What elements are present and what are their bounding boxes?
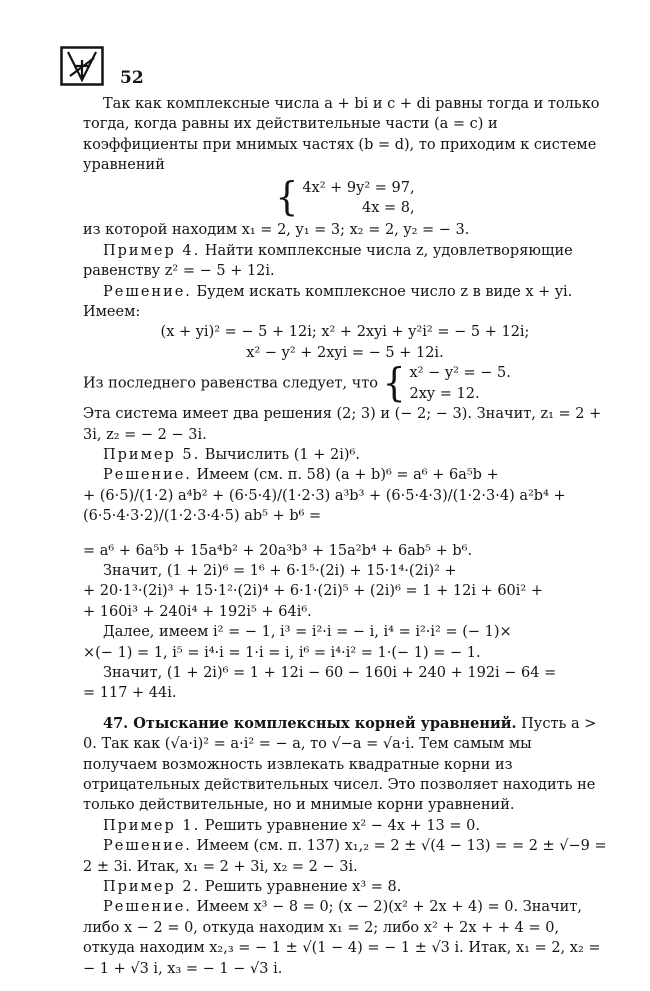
solution-label: Решение.	[103, 467, 192, 484]
equation-system-1	[83, 174, 607, 221]
example-1	[83, 816, 607, 836]
solution-label: Решение.	[103, 899, 192, 916]
paragraph-system-2-text: Из последнего равенства следует, что	[83, 375, 379, 392]
solution-label: Решение.	[103, 283, 192, 300]
paragraph-two-solutions: Эта система имеет два решения (2; 3) и (− 2; − 3). Значит, z₁ = 2 + 3i, z₂ = − 2 − 3i.	[83, 406, 602, 443]
equation-5b: = a⁶ + 6a⁵b + 15a⁴b² + 20a³b³ + 15a²b⁴ + 6ab⁵ + b⁶.	[83, 542, 473, 559]
page-number: 52	[120, 68, 144, 88]
paragraph-result-1: Значит, (1 + 2i)⁶ = 1 + 12i − 60 − 160i + 240 + 192i − 64 =	[103, 664, 557, 681]
example-2-solution	[83, 897, 607, 979]
paragraph-expansion-2: + 20·1³·(2i)³ + 15·1²·(2i)⁴ + 6·1·(2i)⁵ + (2i)⁶ = 1 + 12i + 60i² +	[83, 583, 543, 600]
example-4	[83, 241, 607, 282]
brace-icon: {	[275, 174, 299, 221]
equation-system-2	[382, 360, 511, 406]
paragraph-system-2	[83, 360, 607, 406]
example-1-solution	[83, 836, 607, 877]
paragraph-result-2: = 117 + 44i.	[83, 685, 177, 702]
brace-icon: {	[382, 360, 406, 406]
example-5	[83, 445, 607, 465]
example-5-solution-text: Имеем (см. п. 58) (a + b)⁶ = a⁶ + 6a⁵b +	[191, 467, 499, 484]
section-47-title: 47. Отыскание комплексных корней уравнений.	[103, 714, 517, 732]
equation-4a: (x + yi)² = − 5 + 12i; x² + 2xyi + y²i² = − 5 + 12i;	[160, 324, 530, 341]
paragraph-expansion-3: + 160i³ + 240i⁴ + 192i⁵ + 64i⁶.	[83, 603, 312, 620]
example-5-text: Вычислить (1 + 2i)⁶.	[200, 446, 360, 463]
example-1-solution-text: Имеем (см. п. 137) x₁,₂ = 2 ± √(4 − 13) = = 2 ± √−9 = 2 ± 3i. Итак, x₁ = 2 + 3i, x₂ = 2 − 3i.	[83, 838, 607, 875]
paragraph-powers-2: ×(− 1) = 1, i⁵ = i⁴·i = 1·i = i, i⁶ = i⁴·i² = 1·(− 1) = − 1.	[83, 644, 481, 661]
example-1-label: Пример 1.	[103, 817, 201, 834]
publisher-logo-icon	[60, 46, 104, 86]
example-2-text: Решить уравнение x³ = 8.	[200, 879, 402, 896]
solution-label: Решение.	[103, 838, 192, 855]
example-4-solution	[83, 282, 607, 323]
example-2	[83, 877, 607, 897]
section-47	[83, 714, 607, 816]
system-2-line-2: 2xy = 12.	[409, 385, 480, 402]
example-5-label: Пример 5.	[103, 446, 201, 463]
example-1-text: Решить уравнение x² − 4x + 13 = 0.	[200, 817, 480, 834]
paragraph-intro: Так как комплексные числа a + bi и c + di равны тогда и только тогда, когда равны их действительные части (a = c) и коэффициенты при мнимых частях (b = d), то приходим к системе уравнений	[83, 96, 600, 174]
example-2-label: Пример 2.	[103, 879, 201, 896]
example-4-text: Найти комплексные числа z, удовлетворяющие равенству z² = − 5 + 12i.	[83, 242, 573, 280]
example-5-solution	[83, 465, 607, 485]
paragraph-expansion-1: Значит, (1 + 2i)⁶ = 1⁶ + 6·1⁵·(2i) + 15·1⁴·(2i)² +	[103, 562, 457, 579]
example-4-solution-text: Будем искать комплексное число z в виде x + yi. Имеем:	[83, 283, 573, 321]
page-body	[83, 94, 607, 979]
section-47-text: Пусть a > 0. Так как (√a·i)² = a·i² = − a, то √−a = √a·i. Тем самым мы получаем возможность извлекать квадратные корни из отрицательных действительных чисел. Это позволяет находить не только действительные, но и мнимые корни уравнений.	[83, 715, 597, 814]
example-4-label: Пример 4.	[103, 242, 201, 259]
paragraph-solution-values: из которой находим x₁ = 2, y₁ = 3; x₂ = 2, y₂ = − 3.	[83, 222, 470, 239]
system-2-line-1: x² − y² = − 5.	[409, 365, 511, 382]
paragraph-powers-1: Далее, имеем i² = − 1, i³ = i²·i = − i, i⁴ = i²·i² = (− 1)×	[103, 624, 512, 641]
system-1-line-2: 4x = 8,	[361, 200, 415, 217]
equation-4b: x² − y² + 2xyi = − 5 + 12i.	[246, 344, 444, 361]
example-2-solution-text: Имеем x³ − 8 = 0; (x − 2)(x² + 2x + 4) = 0. Значит, либо x − 2 = 0, откуда находим x₁ = 2; либо x² + 2x + + 4 = 0, откуда находим x₂,₃ = − 1 ± √(1 − 4) = − 1 ± √3 i. Итак, x₁ = 2, x₂ = − 1 + √3 i, x₃ = − 1 − √3 i.	[83, 899, 601, 977]
system-1-line-1: 4x² + 9y² = 97,	[302, 179, 415, 196]
equation-5a: + (6·5)/(1·2) a⁴b² + (6·5·4)/(1·2·3) a³b³ + (6·5·4·3)/(1·2·3·4) a²b⁴ + (6·5·4·3·2)/(1·2·3·4·5) ab⁵ + b⁶ =	[83, 487, 566, 525]
